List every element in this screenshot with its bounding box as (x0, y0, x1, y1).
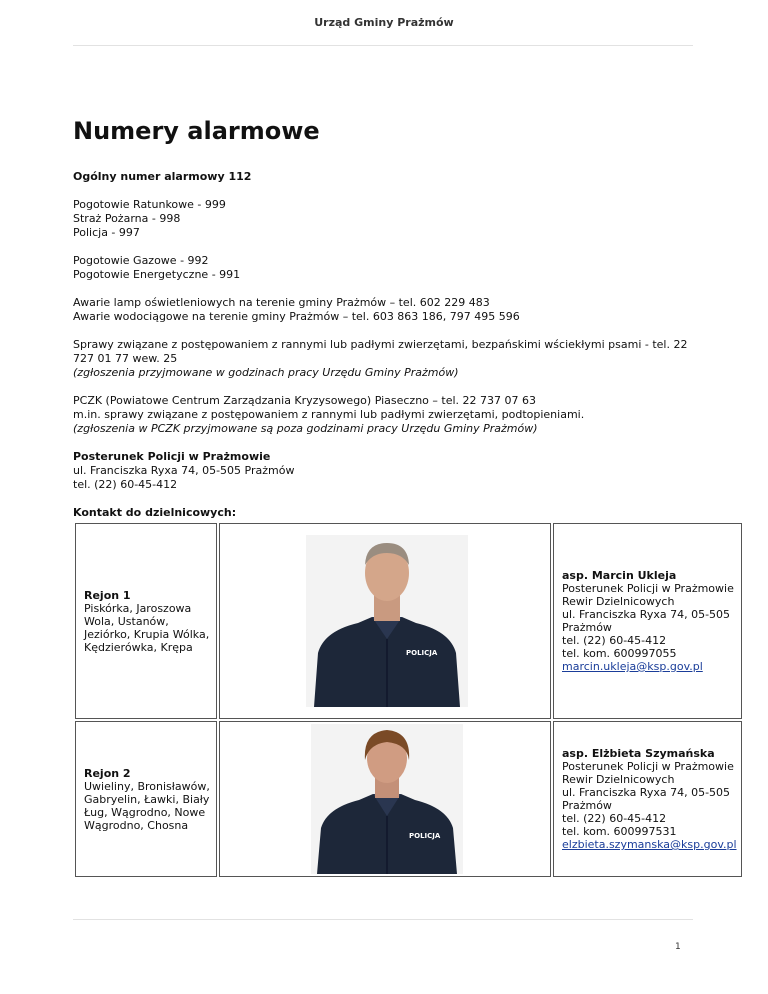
officer-mobile: tel. kom. 600997055 (562, 647, 677, 660)
table-row (75, 523, 742, 719)
officer-address: ul. Franciszka Ryxa 74, 05-505 Prażmów (562, 786, 731, 812)
water-supply-failures: Awarie wodociągowe na terenie gminy Prażmów – tel. 603 863 186, 797 495 596 (73, 310, 520, 323)
uniform-badge-text: POLICJA (406, 649, 438, 657)
officer-unit: Posterunek Policji w Prażmowie (562, 582, 734, 595)
rejon-area: Piskórka, Jaroszowa Wola, Ustanów, Jeziórko, Krupia Wólka, Kędzierówka, Krępa (84, 601, 210, 654)
uniform-badge-text: POLICJA (409, 832, 441, 840)
general-emergency-number: Ogólny numer alarmowy 112 (73, 170, 252, 183)
footer-divider (73, 919, 693, 920)
police-number: Policja - 997 (73, 226, 140, 239)
power-emergency-number: Pogotowie Energetyczne - 991 (73, 268, 241, 281)
officer-name: asp. Elżbieta Szymańska (562, 747, 715, 760)
animal-matters-note: (zgłoszenia przyjmowane w godzinach pracy Urzędu Gminy Prażmów) (73, 366, 459, 379)
ambulance-number: Pogotowie Ratunkowe - 999 (73, 198, 226, 211)
header-divider (73, 45, 693, 46)
emergency-numbers-group-2 (73, 254, 693, 282)
page-number: 1 (675, 942, 681, 952)
rejon-cell (75, 721, 217, 877)
failure-contacts (73, 296, 693, 324)
pczk-note: (zgłoszenia w PCZK przyjmowane są poza godzinami pracy Urzędu Gminy Prażmów) (73, 422, 538, 435)
rejon-label: Rejon 2 (84, 766, 131, 780)
pczk-scope: m.in. sprawy związane z postępowaniem z rannymi lub padłymi zwierzętami, podtopieniami. (73, 408, 585, 421)
officer-photo (311, 724, 463, 874)
officer-phone: tel. (22) 60-45-412 (562, 812, 667, 825)
officer-email-link[interactable]: elzbieta.szymanska@ksp.gov.pl (562, 838, 737, 851)
page-title: Numery alarmowe (73, 117, 320, 145)
police-station-info (73, 450, 693, 492)
officers-table (73, 521, 744, 879)
rejon-label: Rejon 1 (84, 588, 131, 602)
officer-name: asp. Marcin Ukleja (562, 569, 677, 582)
police-station-address: ul. Franciszka Ryxa 74, 05-505 Prażmów (73, 464, 295, 477)
officer-division: Rewir Dzielnicowych (562, 773, 675, 786)
officer-division: Rewir Dzielnicowych (562, 595, 675, 608)
pczk-phone: PCZK (Powiatowe Centrum Zarządzania Kryzysowego) Piaseczno – tel. 22 737 07 63 (73, 394, 536, 407)
photo-cell (219, 721, 551, 877)
officer-contact-cell (553, 721, 742, 877)
officer-email-link[interactable]: marcin.ukleja@ksp.gov.pl (562, 660, 703, 673)
animal-matters-text: Sprawy związane z postępowaniem z rannymi lub padłymi zwierzętami, bezpańskimi wściekłymi psami - tel. 22 727 01 77 wew. 25 (73, 338, 688, 365)
officer-mobile: tel. kom. 600997531 (562, 825, 677, 838)
animal-matters (73, 338, 693, 380)
contacts-heading: Kontakt do dzielnicowych: (73, 506, 237, 519)
police-station-name: Posterunek Policji w Prażmowie (73, 450, 271, 463)
fire-brigade-number: Straż Pożarna - 998 (73, 212, 181, 225)
photo-cell (219, 523, 551, 719)
table-row (75, 721, 742, 877)
officer-address: ul. Franciszka Ryxa 74, 05-505 Prażmów (562, 608, 731, 634)
officer-unit: Posterunek Policji w Prażmowie (562, 760, 734, 773)
rejon-cell (75, 523, 217, 719)
document-body (73, 116, 693, 534)
gas-emergency-number: Pogotowie Gazowe - 992 (73, 254, 209, 267)
pczk-info (73, 394, 693, 436)
document-header-title: Urząd Gminy Prażmów (314, 16, 454, 29)
officer-phone: tel. (22) 60-45-412 (562, 634, 667, 647)
rejon-area: Uwieliny, Bronisławów, Gabryelin, Ławki, Biały Ług, Wągrodno, Nowe Wągrodno, Chosna (84, 779, 210, 832)
officer-photo (306, 535, 468, 707)
officer-contact-cell (553, 523, 742, 719)
police-station-phone: tel. (22) 60-45-412 (73, 478, 178, 491)
emergency-numbers-group-1 (73, 198, 693, 240)
street-lamp-failures: Awarie lamp oświetleniowych na terenie gminy Prażmów – tel. 602 229 483 (73, 296, 490, 309)
